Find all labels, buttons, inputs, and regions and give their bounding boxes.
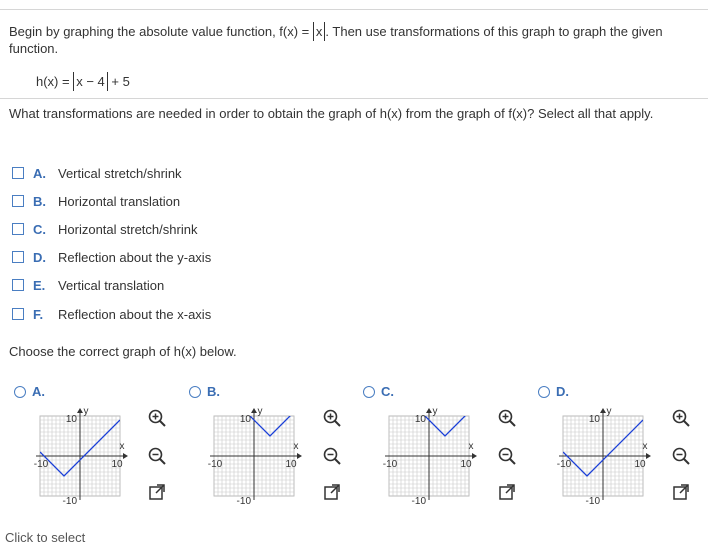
graph-option-a[interactable] <box>14 384 45 399</box>
graph-option-c-letter: C. <box>381 384 394 399</box>
option-e-letter: E. <box>33 277 46 293</box>
graph-a[interactable] <box>28 404 138 516</box>
x-axis-label: x <box>119 441 125 452</box>
x-axis-arrow <box>646 453 651 459</box>
option-a-letter: A. <box>33 165 46 181</box>
y-max-label: 10 <box>414 414 426 425</box>
option-c-checkbox[interactable] <box>12 223 24 235</box>
x-min-label: -10 <box>207 459 223 470</box>
option-a-checkbox[interactable] <box>12 167 24 179</box>
y-axis-arrow <box>251 408 257 413</box>
y-axis-label: y <box>606 406 612 417</box>
graph-option-a-letter: A. <box>32 384 45 399</box>
graph-c[interactable] <box>377 404 487 516</box>
option-b[interactable] <box>12 193 180 209</box>
x-axis-arrow <box>472 453 477 459</box>
option-e-checkbox[interactable] <box>12 279 24 291</box>
x-axis-label: x <box>642 441 648 452</box>
x-min-label: -10 <box>33 459 49 470</box>
middle-divider <box>0 98 708 99</box>
y-min-label: -10 <box>585 496 600 507</box>
y-axis-arrow <box>426 408 432 413</box>
y-min-label: -10 <box>411 496 426 507</box>
option-d-checkbox[interactable] <box>12 251 24 263</box>
question-prompt: What transformations are needed in order to obtain the graph of h(x) from the graph of f(x)? Select all that apply. <box>9 106 654 121</box>
option-c-letter: C. <box>33 221 46 237</box>
popout-icon[interactable] <box>671 482 691 502</box>
option-a-label[interactable]: Vertical stretch/shrink <box>58 165 182 181</box>
popout-icon[interactable] <box>497 482 517 502</box>
graph-b[interactable] <box>202 404 312 516</box>
option-c[interactable] <box>12 221 197 237</box>
option-e-label[interactable]: Vertical translation <box>58 277 165 293</box>
y-axis-arrow <box>600 408 606 413</box>
option-b-letter: B. <box>33 193 46 209</box>
zoom-in-icon[interactable] <box>322 408 342 428</box>
zoom-in-icon[interactable] <box>671 408 691 428</box>
option-f-checkbox[interactable] <box>12 308 24 320</box>
popout-icon[interactable] <box>147 482 167 502</box>
x-axis-label: x <box>468 441 474 452</box>
zoom-in-icon[interactable] <box>497 408 517 428</box>
x-max-label: 10 <box>634 459 646 470</box>
option-d-letter: D. <box>33 249 46 265</box>
x-max-label: 10 <box>111 459 123 470</box>
y-max-label: 10 <box>588 414 600 425</box>
option-d-label[interactable]: Reflection about the y-axis <box>58 249 212 265</box>
y-min-label: -10 <box>236 496 251 507</box>
option-f[interactable] <box>12 306 211 322</box>
graph-option-c-radio[interactable] <box>363 386 375 398</box>
zoom-out-icon[interactable] <box>322 446 342 466</box>
zoom-out-icon[interactable] <box>497 446 517 466</box>
option-f-letter: F. <box>33 306 44 322</box>
option-e[interactable] <box>12 277 164 293</box>
x-max-label: 10 <box>460 459 472 470</box>
graph-option-a-radio[interactable] <box>14 386 26 398</box>
y-axis-arrow <box>77 408 83 413</box>
choose-graph-prompt: Choose the correct graph of h(x) below. <box>9 344 237 359</box>
abs-x: x <box>313 23 326 40</box>
question-intro: Begin by graphing the absolute value function, f(x) = x . Then use transformations of this graph to graph the given function. <box>9 24 663 56</box>
x-axis-label: x <box>293 441 299 452</box>
graph-option-d[interactable] <box>538 384 569 399</box>
graph-option-d-letter: D. <box>556 384 569 399</box>
option-a[interactable] <box>12 165 182 181</box>
x-axis-arrow <box>297 453 302 459</box>
y-min-label: -10 <box>62 496 77 507</box>
option-f-label[interactable]: Reflection about the x-axis <box>58 306 212 322</box>
zoom-out-icon[interactable] <box>147 446 167 466</box>
option-b-checkbox[interactable] <box>12 195 24 207</box>
graph-option-b[interactable] <box>189 384 220 399</box>
x-min-label: -10 <box>382 459 398 470</box>
cut-off-instruction: Click to select <box>5 530 86 545</box>
top-divider <box>0 9 708 10</box>
zoom-out-icon[interactable] <box>671 446 691 466</box>
graph-option-b-radio[interactable] <box>189 386 201 398</box>
popout-icon[interactable] <box>322 482 342 502</box>
graph-option-d-radio[interactable] <box>538 386 550 398</box>
zoom-in-icon[interactable] <box>147 408 167 428</box>
option-b-label[interactable]: Horizontal translation <box>58 193 181 209</box>
x-max-label: 10 <box>285 459 297 470</box>
option-c-label[interactable]: Horizontal stretch/shrink <box>58 221 198 237</box>
y-max-label: 10 <box>65 414 77 425</box>
y-axis-label: y <box>83 406 89 417</box>
y-axis-label: y <box>257 406 263 417</box>
graph-option-b-letter: B. <box>207 384 220 399</box>
abs-x-minus-4: x − 4 <box>73 73 108 90</box>
y-axis-label: y <box>432 406 438 417</box>
function-definition: h(x) = x − 4 + 5 <box>36 74 130 89</box>
y-max-label: 10 <box>239 414 251 425</box>
x-axis-arrow <box>123 453 128 459</box>
graph-d[interactable] <box>551 404 661 516</box>
graph-option-c[interactable] <box>363 384 394 399</box>
x-min-label: -10 <box>556 459 572 470</box>
option-d[interactable] <box>12 249 211 265</box>
